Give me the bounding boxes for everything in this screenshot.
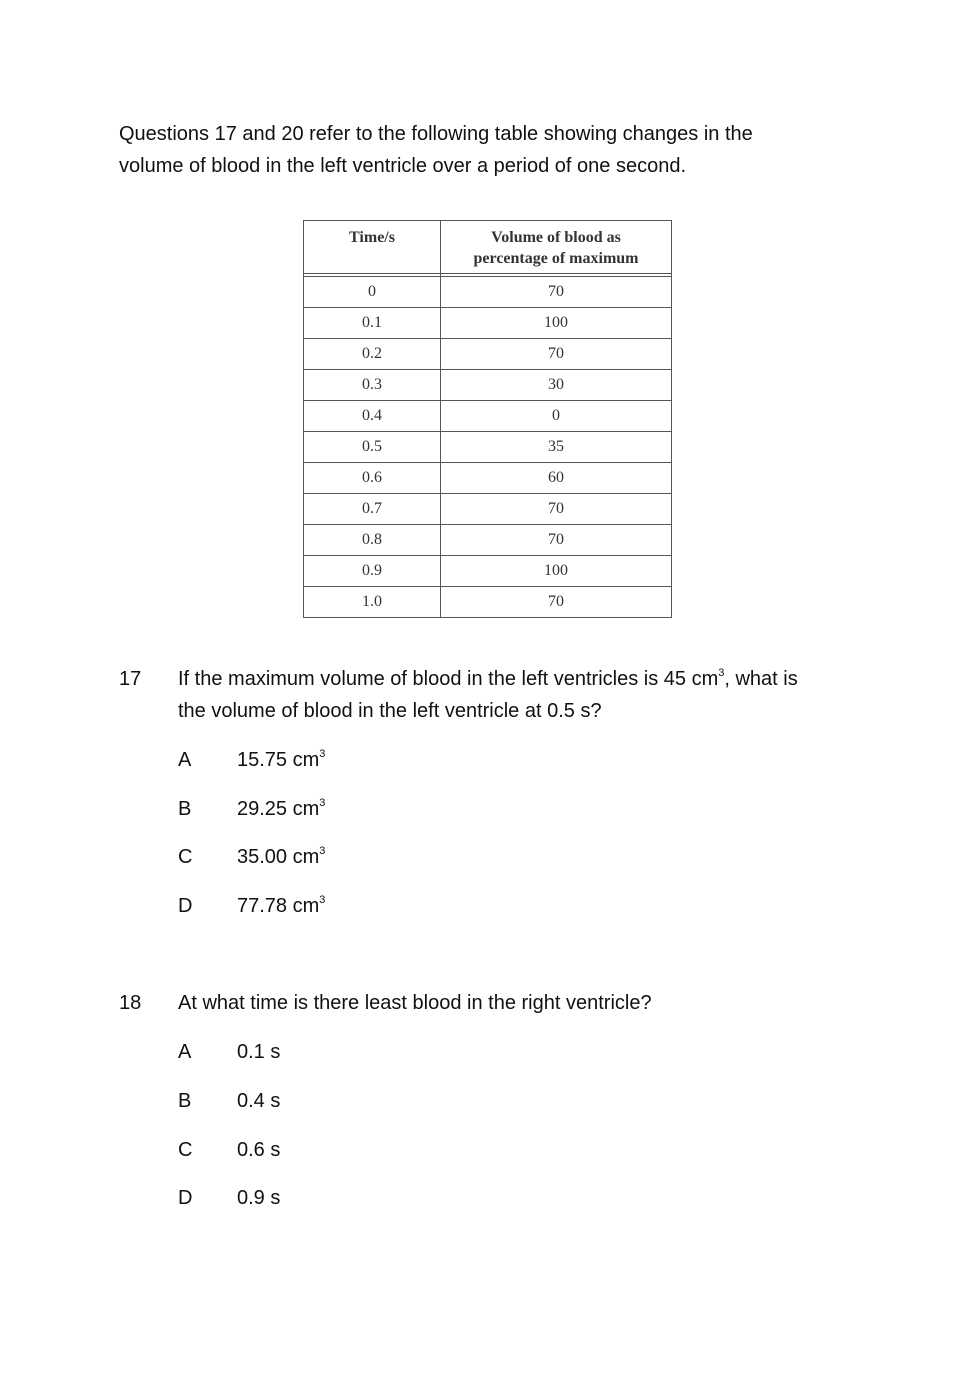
option-value (237, 843, 325, 871)
table-row (304, 525, 672, 556)
table-row (304, 370, 672, 401)
time-cell: 0.3 (304, 370, 441, 401)
table-row (304, 339, 672, 370)
option-value (237, 892, 325, 920)
option-value-text: 35.00 cm (237, 846, 320, 868)
time-cell: 0 (304, 277, 441, 308)
volume-cell: 60 (441, 463, 672, 494)
table-row (304, 587, 672, 618)
option-letter: D (178, 895, 193, 917)
volume-cell: 30 (441, 370, 672, 401)
time-cell: 0.6 (304, 463, 441, 494)
question-text-line-2: the volume of blood in the left ventricle at 0.5 s? (178, 700, 602, 722)
option-letter: B (178, 798, 192, 820)
header-volume-line-1: Volume of blood as (491, 229, 621, 246)
option-value: 0.6 s (237, 1139, 281, 1161)
table-row (304, 308, 672, 339)
time-cell: 0.5 (304, 432, 441, 463)
superscript: 3 (319, 894, 326, 906)
superscript: 3 (319, 748, 326, 760)
superscript: 3 (718, 667, 725, 679)
blood-volume-table (303, 220, 672, 618)
time-cell: 0.7 (304, 494, 441, 525)
volume-cell: 100 (441, 308, 672, 339)
question-text (178, 663, 868, 727)
table-row (304, 277, 672, 308)
volume-cell: 100 (441, 556, 672, 587)
q17-text-part: If the maximum volume of blood in the left ventricles is 45 cm (178, 668, 719, 690)
time-cell: 0.4 (304, 401, 441, 432)
option-value (237, 795, 325, 823)
option-letter: C (178, 846, 193, 868)
intro-line-2: volume of blood in the left ventricle over a period of one second. (119, 155, 687, 177)
intro-paragraph (119, 118, 859, 182)
option-value-text: 77.78 cm (237, 895, 320, 917)
table-row (304, 556, 672, 587)
header-time: Time/s (304, 221, 441, 274)
volume-cell: 0 (441, 401, 672, 432)
option-value-text: 15.75 cm (237, 749, 320, 771)
time-cell: 1.0 (304, 587, 441, 618)
volume-cell: 70 (441, 277, 672, 308)
option-value (237, 746, 325, 774)
option-letter: A (178, 1041, 192, 1063)
option-value: 0.9 s (237, 1187, 281, 1209)
option-value-text: 29.25 cm (237, 798, 320, 820)
option-letter: A (178, 749, 192, 771)
table-header-row (304, 221, 672, 274)
time-cell: 0.9 (304, 556, 441, 587)
table-row (304, 401, 672, 432)
option-letter: C (178, 1139, 193, 1161)
table-row (304, 463, 672, 494)
option-value: 0.4 s (237, 1090, 281, 1112)
intro-line-1: Questions 17 and 20 refer to the following table showing changes in the (119, 123, 753, 145)
time-cell: 0.8 (304, 525, 441, 556)
question-number: 17 (119, 668, 142, 690)
volume-cell: 35 (441, 432, 672, 463)
volume-cell: 70 (441, 525, 672, 556)
header-volume (441, 221, 672, 274)
superscript: 3 (319, 797, 326, 809)
volume-cell: 70 (441, 587, 672, 618)
question-number: 18 (119, 992, 142, 1014)
superscript: 3 (319, 845, 326, 857)
table-row (304, 494, 672, 525)
option-letter: B (178, 1090, 192, 1112)
table-row (304, 432, 672, 463)
time-cell: 0.2 (304, 339, 441, 370)
volume-cell: 70 (441, 339, 672, 370)
q17-text-part: , what is (724, 668, 798, 690)
time-cell: 0.1 (304, 308, 441, 339)
question-text-line-1: At what time is there least blood in the right ventricle? (178, 992, 652, 1014)
question-text (178, 987, 868, 1019)
option-letter: D (178, 1187, 193, 1209)
header-volume-line-2: percentage of maximum (473, 250, 639, 267)
option-value: 0.1 s (237, 1041, 281, 1063)
volume-cell: 70 (441, 494, 672, 525)
question-text-line-1 (178, 663, 868, 695)
